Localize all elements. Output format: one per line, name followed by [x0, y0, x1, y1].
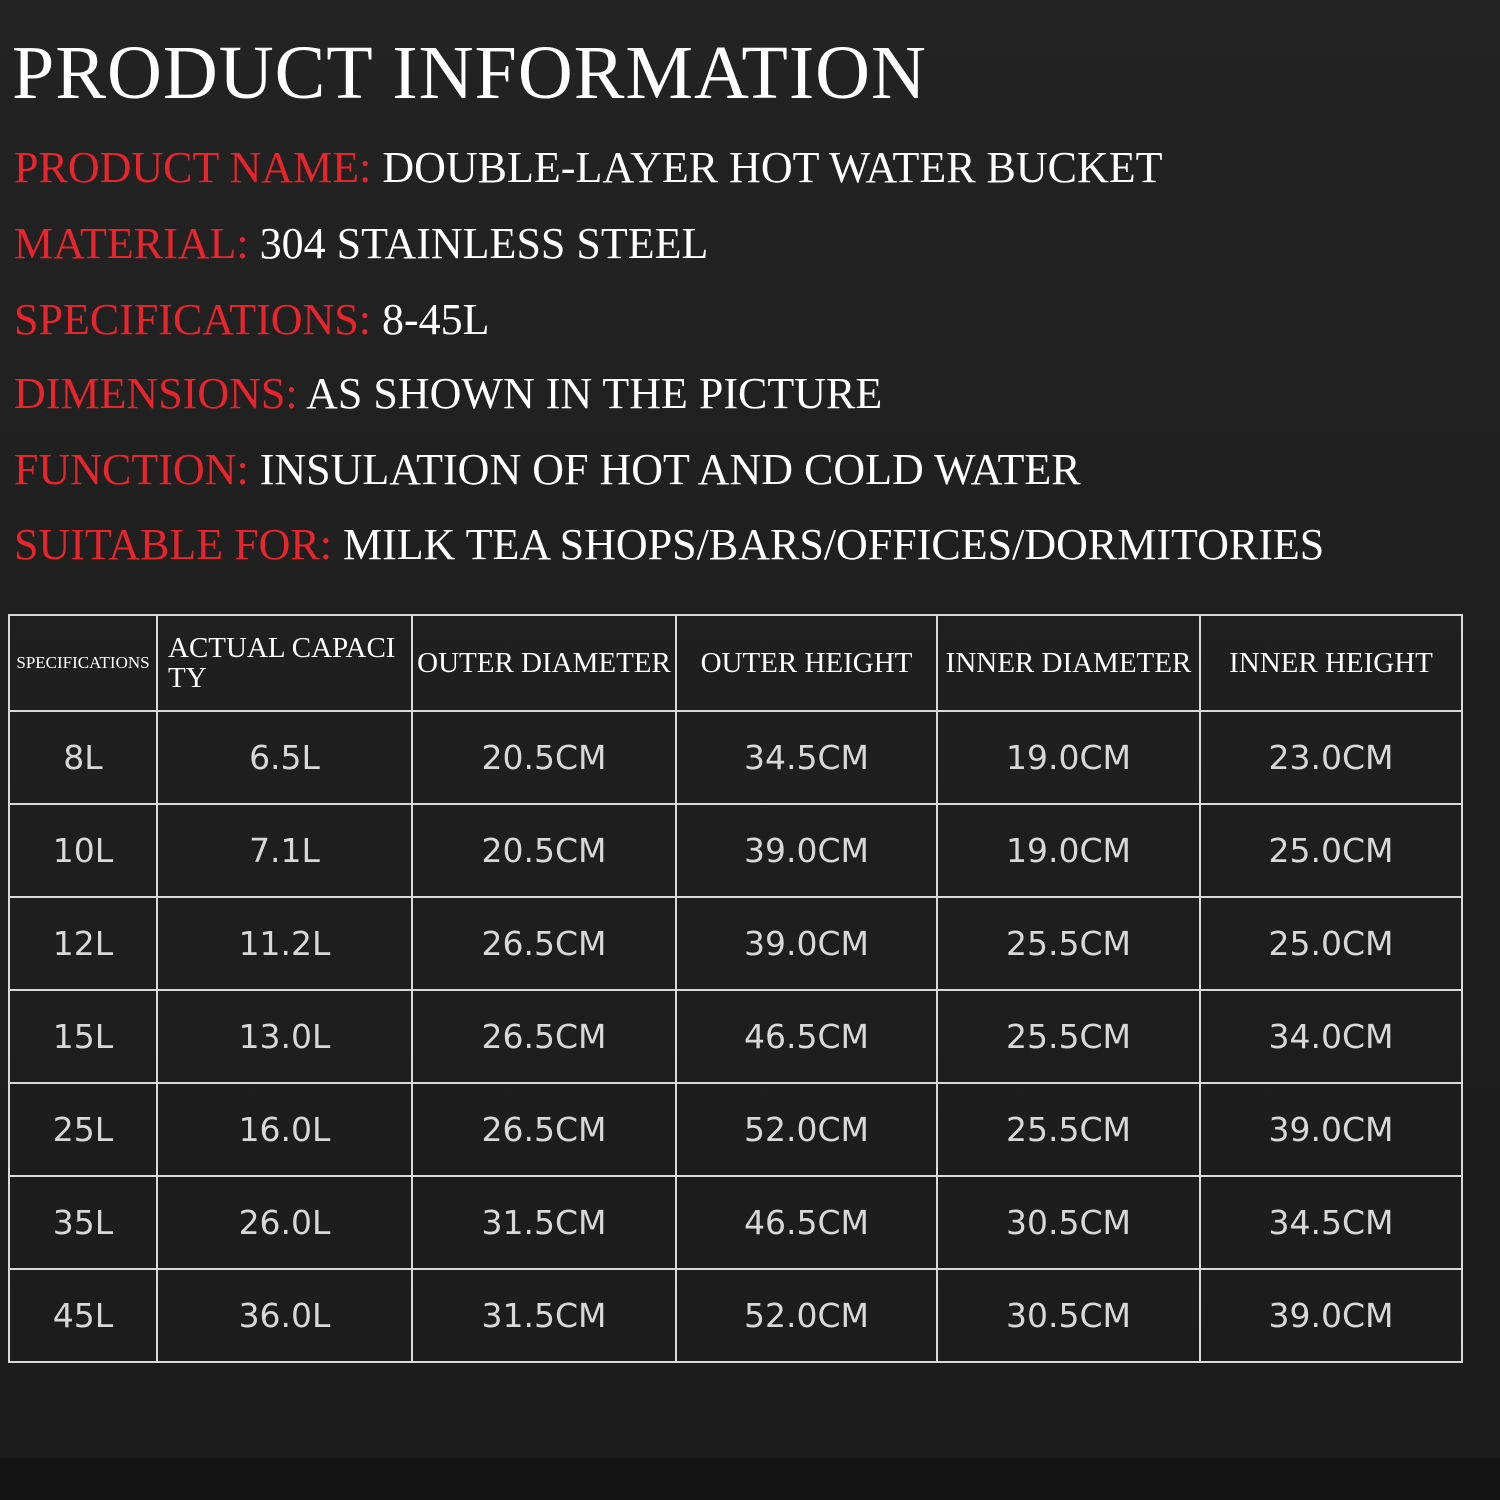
table-cell: 25.0CM [1200, 897, 1462, 990]
info-suitable-for [14, 519, 1324, 571]
table-row [9, 711, 1462, 804]
table-cell: 26.0L [157, 1176, 412, 1269]
column-header: SPECIFICATIONS [9, 615, 157, 711]
info-value: AS SHOWN IN THE PICTURE [306, 369, 883, 418]
info-product-name [14, 142, 1163, 194]
table-cell: 16.0L [157, 1083, 412, 1176]
table-cell: 52.0CM [676, 1083, 937, 1176]
table-cell: 35L [9, 1176, 157, 1269]
table-cell: 20.5CM [412, 711, 676, 804]
table-cell: 25.0CM [1200, 804, 1462, 897]
table-cell: 20.5CM [412, 804, 676, 897]
column-header: INNER HEIGHT [1200, 615, 1462, 711]
table-cell: 19.0CM [937, 804, 1200, 897]
table-cell: 11.2L [157, 897, 412, 990]
table-cell: 26.5CM [412, 1083, 676, 1176]
info-value: DOUBLE-LAYER HOT WATER BUCKET [382, 143, 1163, 192]
specifications-table [8, 614, 1463, 1363]
table-cell: 13.0L [157, 990, 412, 1083]
info-specifications [14, 294, 490, 346]
table-header-row [9, 615, 1462, 711]
info-value: 304 STAINLESS STEEL [259, 219, 709, 268]
table-cell: 12L [9, 897, 157, 990]
column-header: OUTER DIAMETER [412, 615, 676, 711]
table-cell: 25.5CM [937, 897, 1200, 990]
table-cell: 45L [9, 1269, 157, 1362]
table-cell: 39.0CM [676, 897, 937, 990]
table-cell: 30.5CM [937, 1176, 1200, 1269]
table-cell: 39.0CM [1200, 1083, 1462, 1176]
table-cell: 34.0CM [1200, 990, 1462, 1083]
table-cell: 39.0CM [1200, 1269, 1462, 1362]
column-header: ACTUAL CAPACITY [157, 615, 412, 711]
info-label: PRODUCT NAME: [14, 143, 372, 192]
table-cell: 31.5CM [412, 1269, 676, 1362]
info-label: SUITABLE FOR: [14, 520, 332, 569]
info-label: SPECIFICATIONS: [14, 295, 371, 344]
table-cell: 30.5CM [937, 1269, 1200, 1362]
table-cell: 15L [9, 990, 157, 1083]
table-row [9, 990, 1462, 1083]
column-header: INNER DIAMETER [937, 615, 1200, 711]
info-material [14, 218, 708, 270]
table-cell: 19.0CM [937, 711, 1200, 804]
table-row [9, 1176, 1462, 1269]
table-cell: 46.5CM [676, 990, 937, 1083]
table-row [9, 804, 1462, 897]
table-cell: 8L [9, 711, 157, 804]
table-cell: 23.0CM [1200, 711, 1462, 804]
table-cell: 10L [9, 804, 157, 897]
table-cell: 52.0CM [676, 1269, 937, 1362]
info-function [14, 444, 1081, 496]
table-row [9, 897, 1462, 990]
table-cell: 25.5CM [937, 990, 1200, 1083]
table-cell: 26.5CM [412, 990, 676, 1083]
info-label: MATERIAL: [14, 219, 249, 268]
bottom-band [0, 1458, 1500, 1500]
table-cell: 34.5CM [1200, 1176, 1462, 1269]
info-value: INSULATION OF HOT AND COLD WATER [259, 445, 1081, 494]
info-value: MILK TEA SHOPS/BARS/OFFICES/DORMITORIES [342, 520, 1325, 569]
table-cell: 25L [9, 1083, 157, 1176]
info-label: DIMENSIONS: [14, 369, 298, 418]
page-title: PRODUCT INFORMATION [12, 31, 927, 115]
table-cell: 6.5L [157, 711, 412, 804]
table-cell: 25.5CM [937, 1083, 1200, 1176]
column-header: OUTER HEIGHT [676, 615, 937, 711]
table-row [9, 1269, 1462, 1362]
table-cell: 46.5CM [676, 1176, 937, 1269]
info-label: FUNCTION: [14, 445, 249, 494]
table-cell: 39.0CM [676, 804, 937, 897]
table-cell: 7.1L [157, 804, 412, 897]
table-cell: 36.0L [157, 1269, 412, 1362]
table-body [9, 711, 1462, 1362]
table-row [9, 1083, 1462, 1176]
info-value: 8-45L [381, 295, 490, 344]
table-cell: 31.5CM [412, 1176, 676, 1269]
table-cell: 34.5CM [676, 711, 937, 804]
info-dimensions [14, 368, 882, 420]
table-cell: 26.5CM [412, 897, 676, 990]
